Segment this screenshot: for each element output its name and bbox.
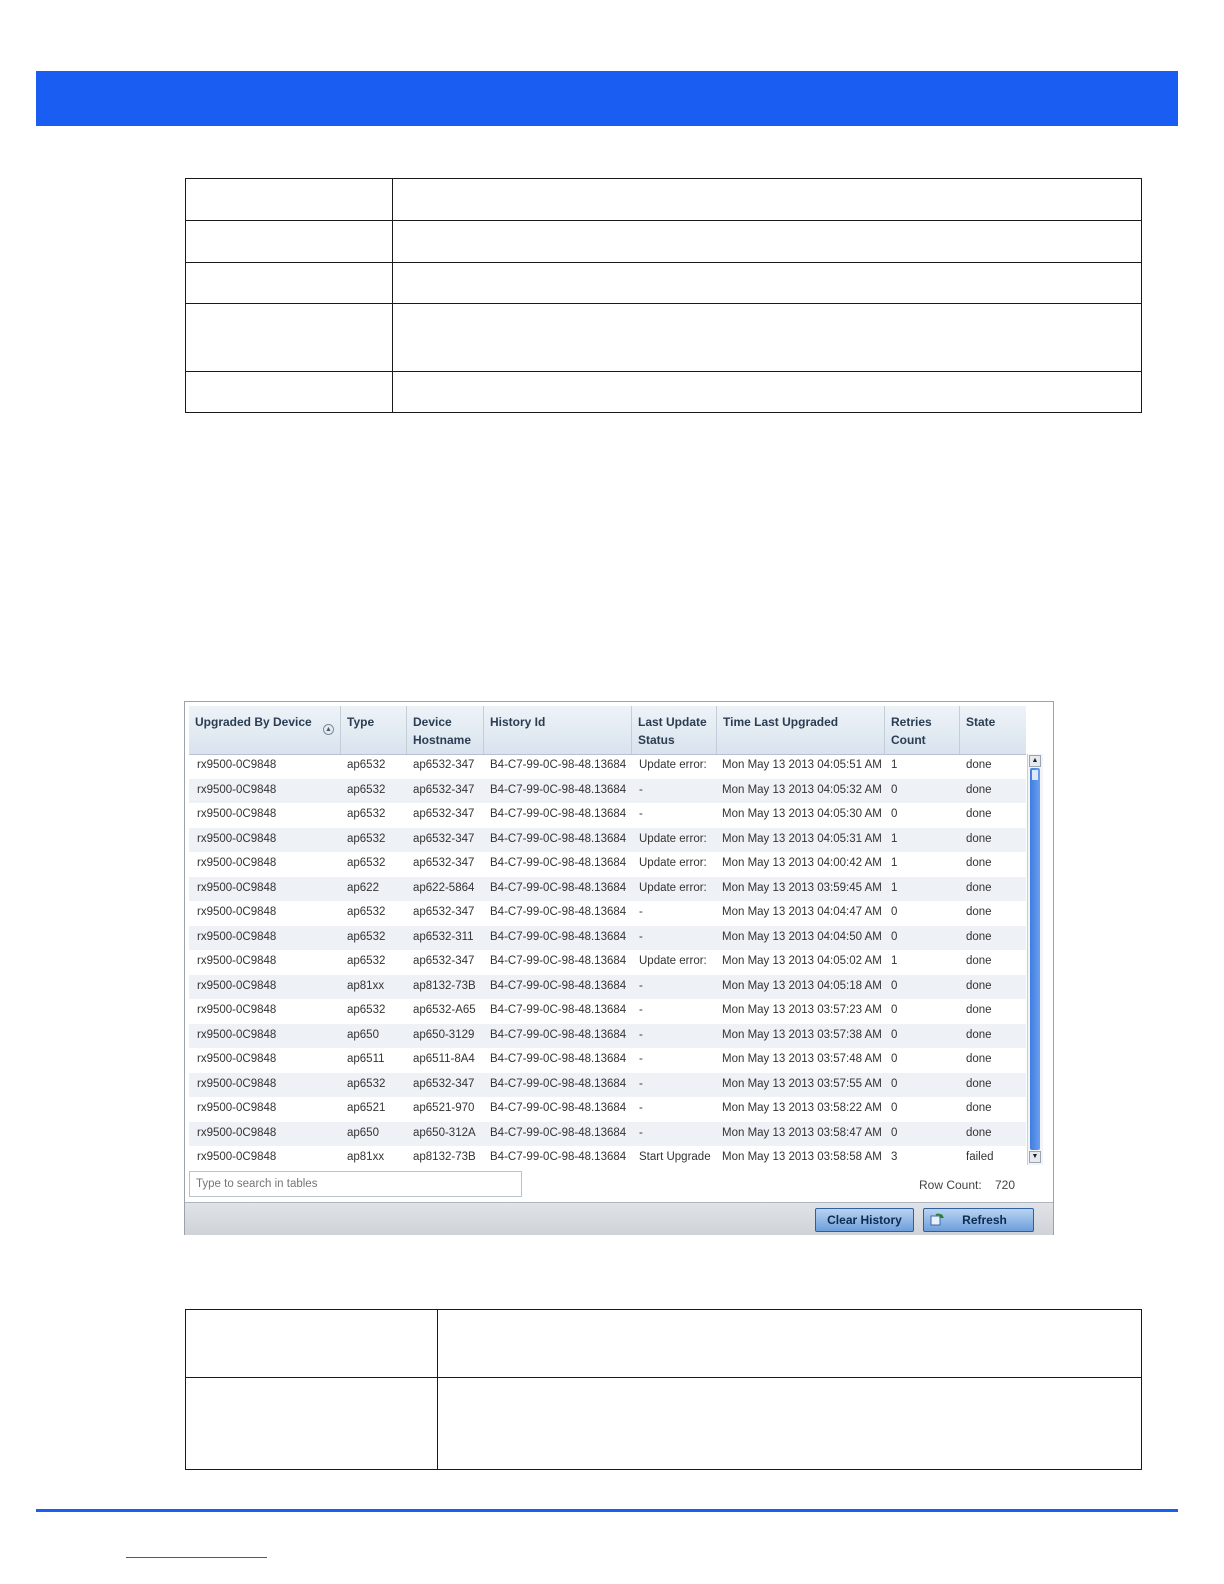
table-cell: ap6532-311 [413,930,474,943]
table-cell: ap650-3129 [413,1028,475,1041]
table-cell: - [639,1053,643,1065]
table-cell: Mon May 13 2013 03:57:38 AM [722,1028,882,1041]
table-cell: 0 [891,1126,898,1139]
table-cell: Mon May 13 2013 03:57:48 AM [722,1053,882,1065]
table-cell: ap6532-347 [413,808,475,820]
table-cell: 3 [891,1151,898,1163]
table-cell: ap81xx [347,1151,385,1163]
scrollbar-thumb[interactable] [1030,768,1040,1150]
column-header-label: Upgraded By Device [195,715,312,729]
table-cell: 0 [891,1102,898,1114]
table-cell: rx9500-0C9848 [197,955,277,967]
table-cell: 0 [891,1053,898,1065]
table-cell: done [966,783,992,796]
table-cell: B4-C7-99-0C-98-48.13684 [490,1102,627,1114]
table-cell: 1 [891,881,898,894]
column-header-last-update-status[interactable] [632,706,717,754]
table-cell: B4-C7-99-0C-98-48.13684 [490,955,627,967]
clear-history-label: Clear History [827,1213,902,1227]
table-cell: rx9500-0C9848 [197,881,277,894]
table-cell: 0 [891,783,898,796]
table-cell: B4-C7-99-0C-98-48.13684 [490,759,627,771]
table-cell: 0 [891,979,898,992]
table-cell: 0 [891,1077,898,1090]
table-cell: B4-C7-99-0C-98-48.13684 [490,1004,627,1016]
table-row[interactable] [189,1048,1026,1073]
action-bar [185,1202,1053,1235]
table-cell: B4-C7-99-0C-98-48.13684 [490,1151,627,1163]
vertical-scrollbar[interactable] [1027,754,1043,1165]
table-cell: Mon May 13 2013 04:05:51 AM [722,759,882,771]
table-cell: ap6532-347 [413,832,475,845]
table-cell: Mon May 13 2013 04:05:18 AM [722,979,882,992]
scroll-up-icon[interactable]: ▲ [1029,755,1041,767]
table-row[interactable] [189,975,1026,1000]
table-cell: ap6532 [347,832,386,845]
table-cell: - [639,1004,643,1016]
table-cell: done [966,906,992,918]
table-row[interactable] [189,852,1026,877]
table-cell: - [639,906,643,918]
table-cell: Mon May 13 2013 04:04:50 AM [722,930,882,943]
table-cell: ap6521-970 [413,1102,475,1114]
table-cell: ap6532 [347,759,386,771]
table-cell: 1 [891,759,898,771]
table-cell: done [966,979,992,992]
table-cell: B4-C7-99-0C-98-48.13684 [490,808,627,820]
refresh-icon [930,1213,944,1227]
table-cell: ap81xx [347,979,385,992]
table-cell: - [639,1126,643,1139]
table-cell: Update error: [639,881,707,894]
table-cell: ap6532-347 [413,857,475,869]
refresh-button[interactable] [923,1208,1034,1232]
table-cell: Mon May 13 2013 04:05:02 AM [722,955,882,967]
table-cell: Mon May 13 2013 03:57:55 AM [722,1077,882,1090]
column-header-label: State [966,715,996,729]
table-cell: Mon May 13 2013 03:58:58 AM [722,1151,882,1163]
table-cell: B4-C7-99-0C-98-48.13684 [490,857,627,869]
table-cell: ap650 [347,1028,379,1041]
table-row[interactable] [189,926,1026,951]
table-cell: ap6532-347 [413,783,475,796]
refresh-label: Refresh [962,1213,1007,1227]
row-count-label: Row Count: [919,1178,982,1192]
table-cell: - [639,930,643,943]
table-cell: rx9500-0C9848 [197,930,277,943]
table-cell: 1 [891,955,898,967]
table-cell: done [966,1053,992,1065]
table-cell: done [966,808,992,820]
table-cell: 1 [891,832,898,845]
column-header-history-id[interactable] [484,706,632,754]
table-cell: Mon May 13 2013 03:58:47 AM [722,1126,882,1139]
table-row[interactable] [189,828,1026,853]
table-cell: done [966,1102,992,1114]
table-row[interactable] [189,999,1026,1024]
upgrade-history-panel [184,701,1054,1235]
table-cell: rx9500-0C9848 [197,1102,277,1114]
table-cell: done [966,1077,992,1090]
table-cell: rx9500-0C9848 [197,1004,277,1016]
table-cell: Update error: [639,955,707,967]
column-header-label: Time Last Upgraded [723,715,839,729]
top-banner [36,71,1178,126]
table-cell: ap6532 [347,783,386,796]
table-cell: Mon May 13 2013 03:59:45 AM [722,881,882,894]
column-header-device-hostname[interactable] [407,706,484,754]
table-cell: done [966,881,992,894]
table-cell: ap6532 [347,906,386,918]
table-cell: done [966,857,992,869]
table-cell: done [966,1028,992,1041]
table-cell: rx9500-0C9848 [197,979,277,992]
table-cell: rx9500-0C9848 [197,832,277,845]
footer-rule [36,1509,1178,1512]
table-cell: done [966,1126,992,1139]
table-cell: rx9500-0C9848 [197,1077,277,1090]
clear-history-button[interactable] [815,1208,914,1232]
scroll-down-icon[interactable]: ▼ [1029,1151,1041,1163]
table-cell: ap6511-8A4 [413,1053,475,1065]
table-cell: done [966,1004,992,1016]
table-row[interactable] [189,901,1026,926]
table-cell: done [966,832,992,845]
column-header-label: History Id [490,715,546,729]
table-cell: - [639,1028,643,1041]
table-cell: B4-C7-99-0C-98-48.13684 [490,832,627,845]
table-cell: rx9500-0C9848 [197,808,277,820]
table-cell: done [966,759,992,771]
table-cell: B4-C7-99-0C-98-48.13684 [490,1053,627,1065]
table-cell: rx9500-0C9848 [197,1028,277,1041]
table-cell: - [639,1077,643,1090]
table-cell: rx9500-0C9848 [197,1053,277,1065]
table-cell: B4-C7-99-0C-98-48.13684 [490,930,627,943]
table-row[interactable] [189,1122,1026,1147]
grid-header [189,706,1026,755]
reference-table-bottom [185,1309,1142,1470]
table-cell: rx9500-0C9848 [197,759,277,771]
table-cell: done [966,955,992,967]
sort-ascending-icon[interactable]: ▲ [323,724,334,735]
table-cell: ap6532-A65 [413,1004,476,1016]
row-count-value: 720 [995,1178,1016,1192]
table-cell: ap6521 [347,1102,386,1114]
column-header-label: Retries Count [891,715,932,747]
table-cell: ap8132-73B [413,1151,476,1163]
table-cell: ap6532 [347,808,386,820]
table-cell: Update error: [639,857,707,869]
table-cell: Mon May 13 2013 04:05:31 AM [722,832,882,845]
table-cell: - [639,979,643,992]
table-cell: ap6532 [347,930,386,943]
table-cell: Update error: [639,759,707,771]
table-cell: rx9500-0C9848 [197,1151,277,1163]
table-cell: - [639,783,643,796]
table-row[interactable] [189,1146,1026,1166]
table-cell: ap650-312A [413,1126,476,1139]
table-cell: ap6532-347 [413,906,475,918]
table-cell: Mon May 13 2013 03:58:22 AM [722,1102,882,1114]
table-cell: 0 [891,906,898,918]
table-cell: B4-C7-99-0C-98-48.13684 [490,979,627,992]
table-cell: B4-C7-99-0C-98-48.13684 [490,881,627,894]
table-row[interactable] [189,779,1026,804]
table-row[interactable] [189,803,1026,828]
table-cell: Mon May 13 2013 04:05:30 AM [722,808,882,820]
table-cell: 0 [891,808,898,820]
table-cell: ap6532-347 [413,955,475,967]
table-row[interactable] [189,950,1026,975]
column-header-upgraded-by-device[interactable] [189,706,341,754]
table-cell: B4-C7-99-0C-98-48.13684 [490,783,627,796]
table-row[interactable] [189,877,1026,902]
table-cell: - [639,1102,643,1114]
table-cell: B4-C7-99-0C-98-48.13684 [490,1126,627,1139]
table-cell: failed [966,1151,994,1163]
table-cell: ap650 [347,1126,379,1139]
column-header-retries-count[interactable] [885,706,960,754]
table-cell: ap6511 [347,1053,385,1065]
table-row[interactable] [189,754,1026,779]
table-cell: ap622 [347,881,379,894]
table-cell: Mon May 13 2013 04:04:47 AM [722,906,882,918]
table-cell: rx9500-0C9848 [197,783,277,796]
reference-table-top [185,178,1142,413]
table-row[interactable] [189,1073,1026,1098]
table-cell: Mon May 13 2013 03:57:23 AM [722,1004,882,1016]
table-cell: - [639,808,643,820]
table-cell: done [966,930,992,943]
table-cell: rx9500-0C9848 [197,906,277,918]
table-cell: ap6532 [347,1004,386,1016]
column-header-time-last-upgraded[interactable] [717,706,885,754]
table-row[interactable] [189,1024,1026,1049]
column-header-label: Type [347,715,375,729]
grid-body [189,754,1026,1166]
table-cell: 0 [891,1004,898,1016]
table-cell: ap622-5864 [413,881,475,894]
table-cell: Start Upgrade [639,1151,711,1163]
table-cell: rx9500-0C9848 [197,857,277,869]
column-header-type[interactable] [341,706,407,754]
table-cell: 0 [891,1028,898,1041]
column-header-label: Device Hostname [413,715,472,747]
table-cell: ap6532-347 [413,1077,475,1090]
table-cell: rx9500-0C9848 [197,1126,277,1139]
table-cell: Update error: [639,832,707,845]
table-cell: ap6532-347 [413,759,475,771]
table-cell: ap6532 [347,955,386,967]
table-cell: ap6532 [347,857,386,869]
footer-link-underline [126,1557,267,1558]
table-cell: B4-C7-99-0C-98-48.13684 [490,1077,627,1090]
table-cell: 1 [891,857,898,869]
table-cell: Mon May 13 2013 04:05:32 AM [722,783,882,796]
search-input[interactable] [189,1171,522,1197]
column-header-label: Last Update Status [638,715,707,747]
table-cell: B4-C7-99-0C-98-48.13684 [490,906,627,918]
table-row[interactable] [189,1097,1026,1122]
table-cell: ap8132-73B [413,979,476,992]
table-cell: Mon May 13 2013 04:00:42 AM [722,857,882,869]
column-header-state[interactable] [960,706,1026,754]
table-cell: 0 [891,930,898,943]
table-cell: B4-C7-99-0C-98-48.13684 [490,1028,627,1041]
table-cell: ap6532 [347,1077,386,1090]
